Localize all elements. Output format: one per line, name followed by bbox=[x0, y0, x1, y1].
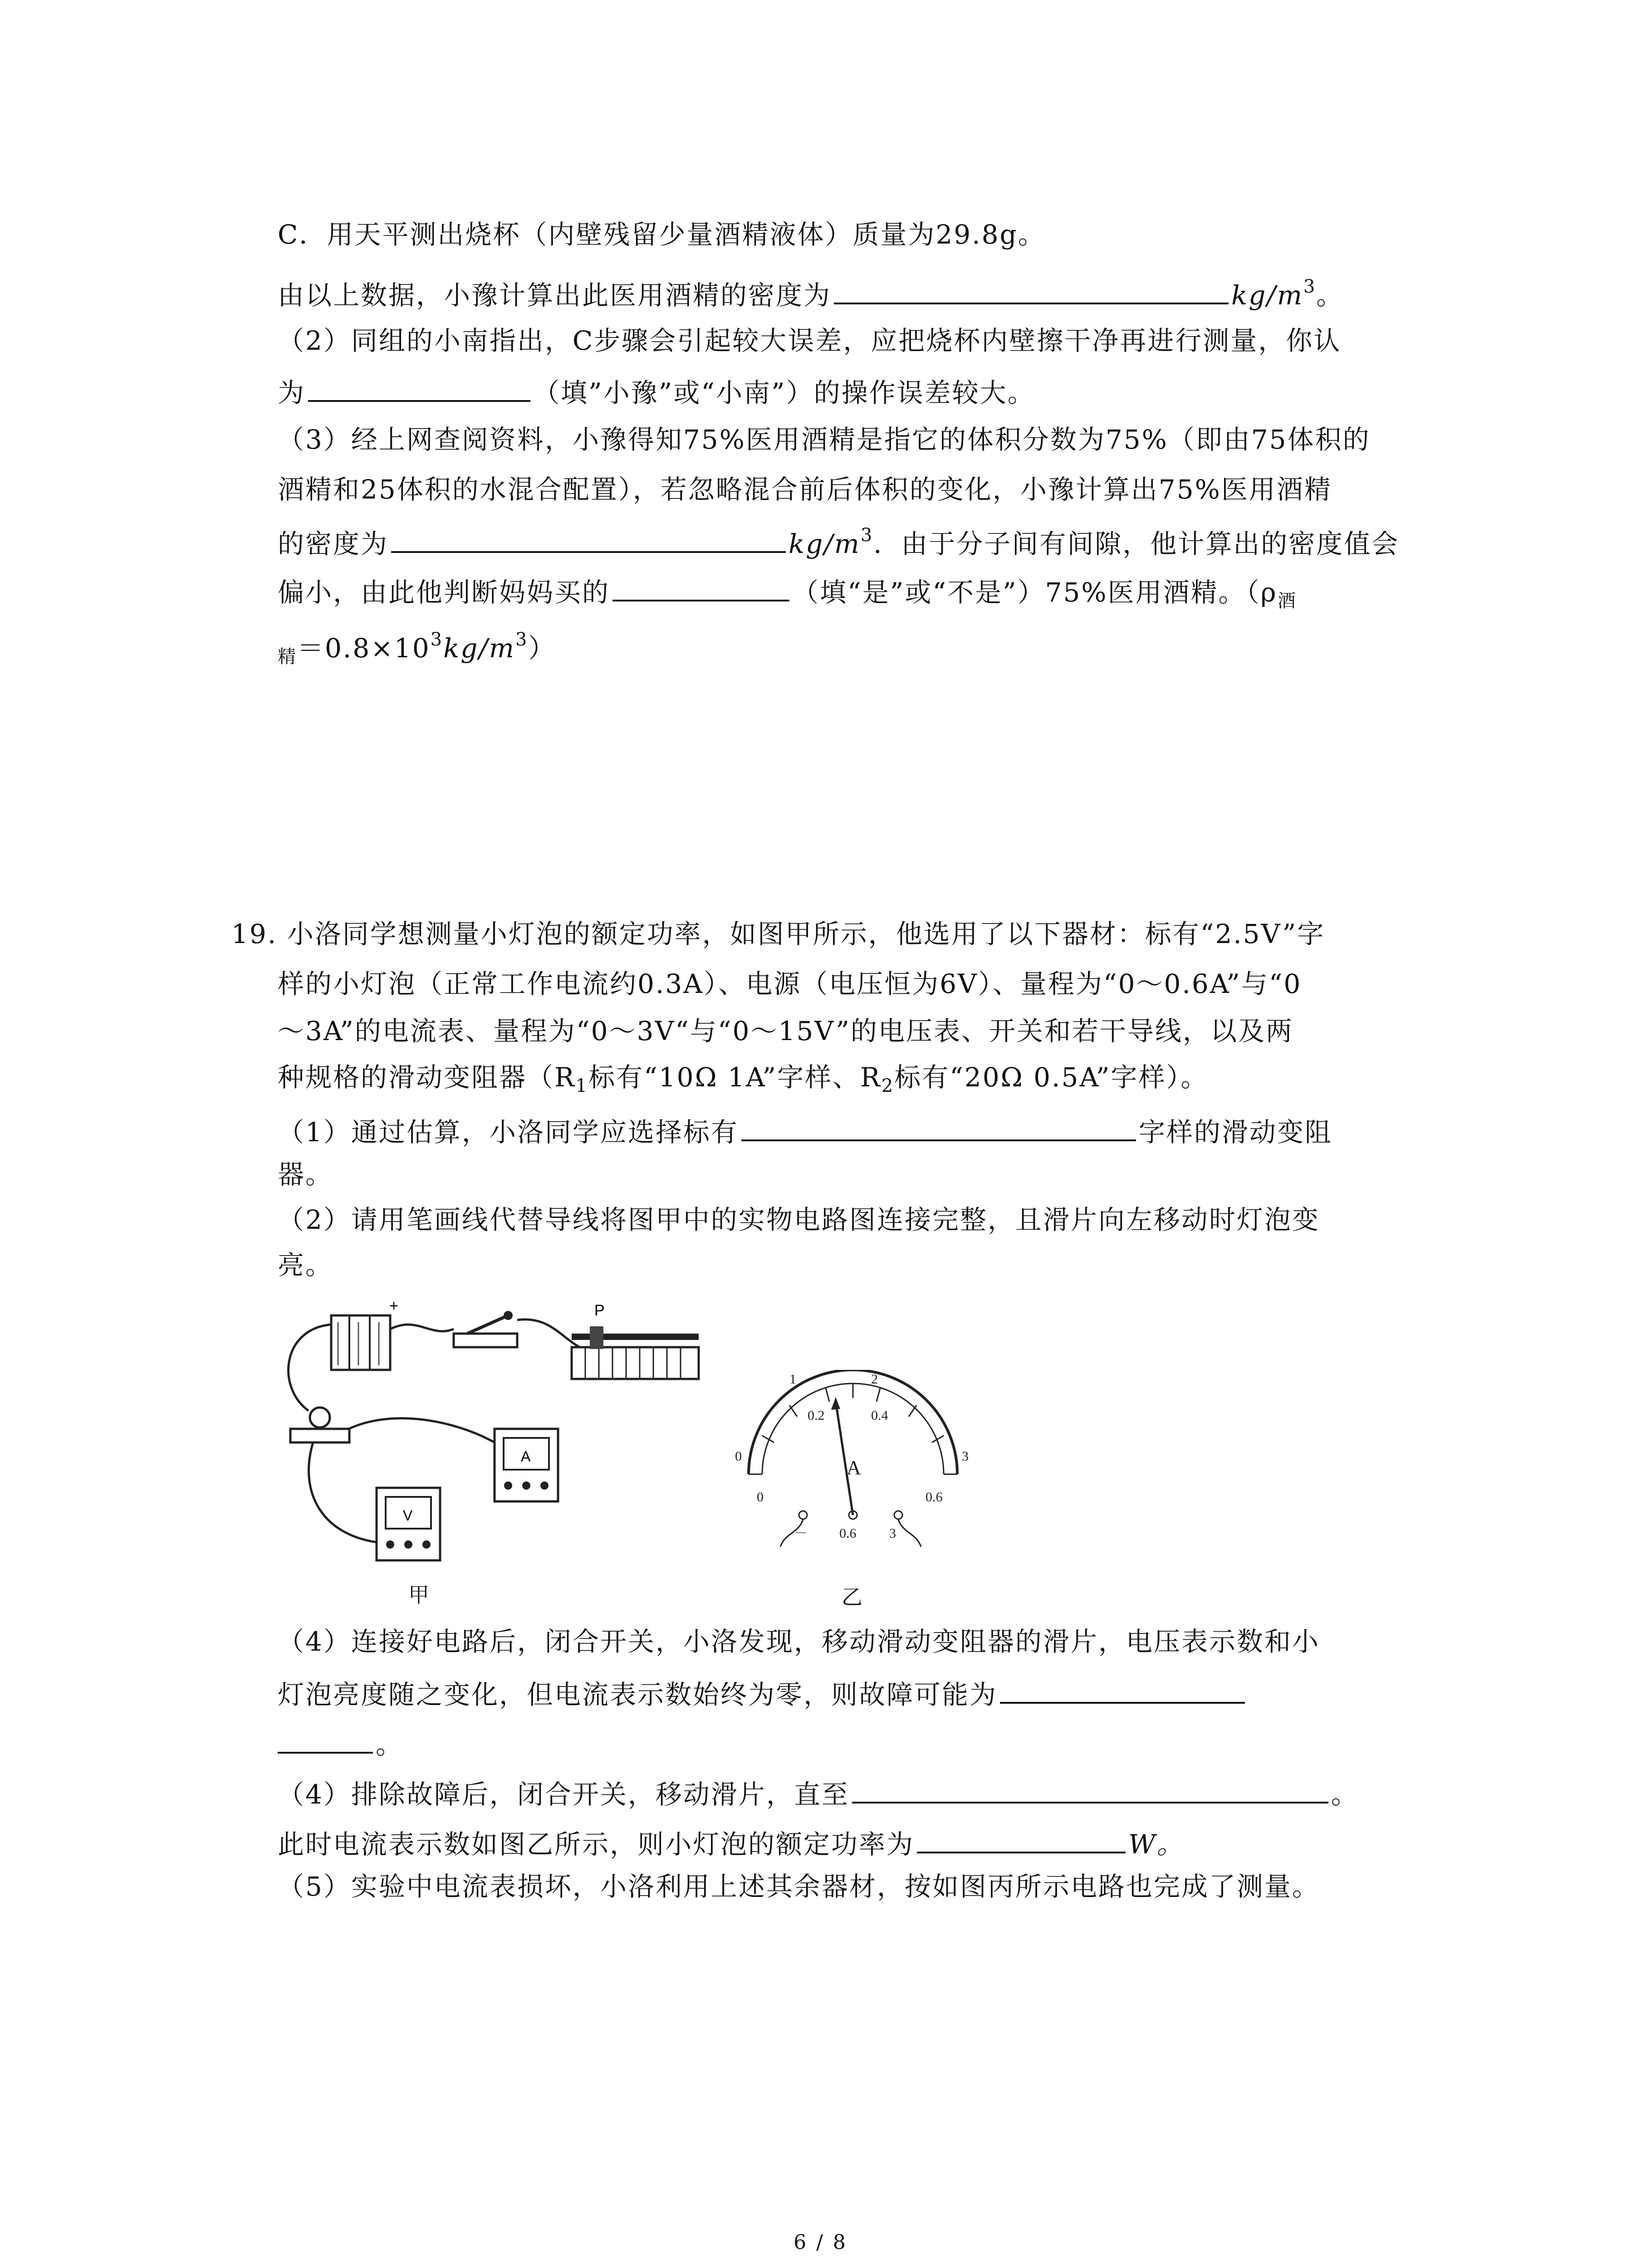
figure-yi-caption: 乙 bbox=[842, 1585, 862, 1609]
q19-p1-line1 bbox=[278, 1116, 1332, 1148]
q19-line1-text: 小洛同学想测量小灯泡的额定功率，如图甲所示，他选用了以下器材：标有“2.5V”字 bbox=[287, 919, 1325, 949]
rho-subscript-2: 精 bbox=[278, 646, 297, 667]
q19-line4a: 种规格的滑动变阻器（R bbox=[278, 1062, 576, 1093]
q19-p1-line2 bbox=[278, 1161, 333, 1188]
q2-line2 bbox=[278, 376, 1035, 406]
dial-letter: A bbox=[847, 1457, 861, 1479]
q19-p1-suffix: 字样的滑动变阻 bbox=[1138, 1117, 1332, 1148]
bottom-scale-3: 0.6 bbox=[926, 1490, 943, 1505]
q3-line4-suffix: （填“是”或“不是”）75%医用酒精。（ρ bbox=[792, 577, 1278, 608]
ammeter-letter: A bbox=[521, 1448, 531, 1465]
slider-condition-blank[interactable] bbox=[852, 1778, 1328, 1804]
q19-line2-text: 样的小灯泡（正常工作电流约0.3A）、电源（电压恒为6V）、量程为“0～0.6A”与“0 bbox=[278, 968, 1302, 999]
fault-answer-blank-cont[interactable] bbox=[278, 1728, 373, 1754]
q3-line4-prefix: 偏小，由此他判断妈妈买的 bbox=[278, 577, 610, 608]
end-mark: 。 bbox=[1316, 280, 1344, 311]
q19-p5-text: （5）实验中电流表损坏，小洛利用上述其余器材，按如图丙所示电路也完成了测量。 bbox=[278, 1871, 1320, 1902]
rho-end: ） bbox=[528, 633, 556, 664]
rho-unit-exp: 3 bbox=[515, 629, 529, 650]
q19-line2 bbox=[278, 968, 1302, 999]
top-scale-0: 0 bbox=[735, 1449, 742, 1464]
q19-line4 bbox=[278, 1064, 1208, 1095]
terminal-3: 3 bbox=[889, 1526, 896, 1541]
q19-p4b-end: 。 bbox=[1331, 1779, 1359, 1810]
q3-line4 bbox=[278, 576, 1297, 610]
q3-judgement-blank[interactable] bbox=[612, 576, 789, 601]
wire bbox=[390, 1325, 454, 1331]
lamp-icon bbox=[290, 1408, 349, 1442]
rho-value: ＝0.8×10 bbox=[297, 633, 431, 664]
q3-line1-text: （3）经上网查阅资料，小豫得知75%医用酒精是指它的体积分数为75%（即由75体积的 bbox=[278, 424, 1371, 455]
voltmeter-icon bbox=[377, 1488, 440, 1560]
wire bbox=[309, 1442, 377, 1542]
circuit-figure-jia bbox=[281, 1297, 726, 1579]
rho-exponent: 3 bbox=[430, 629, 444, 650]
density-answer-blank[interactable] bbox=[834, 279, 1229, 304]
q3-line3-prefix: 的密度为 bbox=[278, 528, 389, 559]
slider-p-label: P bbox=[594, 1302, 605, 1319]
bottom-scale-2: 0.4 bbox=[871, 1408, 888, 1423]
wire bbox=[340, 1418, 495, 1442]
q19-line3 bbox=[278, 1018, 1293, 1044]
unit-text: kg/m bbox=[1231, 280, 1303, 311]
q19-line1 bbox=[231, 921, 1325, 947]
q19-p4b-prefix: （4）排除故障后，闭合开关，移动滑片，直至 bbox=[278, 1779, 849, 1810]
q19-p4b-line2 bbox=[278, 1828, 1185, 1860]
terminal-06: 0.6 bbox=[839, 1526, 857, 1541]
q3-unit: kg/m bbox=[789, 528, 861, 559]
q19-p2-line1 bbox=[278, 1204, 1320, 1235]
q3-line2 bbox=[278, 476, 1332, 503]
r2-subscript: 2 bbox=[881, 1075, 895, 1096]
top-scale-3: 3 bbox=[962, 1449, 969, 1464]
step-c: C．用天平测出烧杯（内壁残留少量酒精液体）质量为29.8g。 bbox=[278, 219, 1046, 250]
q3-line3-suffix: ．由于分子间有间隙，他计算出的密度值会 bbox=[873, 528, 1400, 559]
top-scale-1: 1 bbox=[789, 1372, 796, 1387]
rho-subscript-1: 酒 bbox=[1277, 591, 1297, 611]
q19-p1-prefix: （1）通过估算，小洛同学应选择标有 bbox=[278, 1117, 739, 1148]
r1-subscript: 1 bbox=[575, 1075, 589, 1096]
page-number: 6 / 8 bbox=[794, 2231, 847, 2254]
bottom-scale-1: 0.2 bbox=[808, 1408, 825, 1423]
q3-density-blank[interactable] bbox=[391, 528, 786, 553]
figure-jia-caption: 甲 bbox=[408, 1583, 429, 1607]
q19-p4a-line3 bbox=[278, 1728, 403, 1758]
q3-unit-exp: 3 bbox=[860, 525, 874, 546]
wire bbox=[289, 1325, 331, 1411]
q19-number: 19. bbox=[231, 919, 278, 949]
ammeter-icon bbox=[495, 1429, 558, 1501]
q19-p4a-line1-text: （4）连接好电路后，闭合开关，小洛发现，移动滑动变阻器的滑片，电压表示数和小 bbox=[278, 1626, 1320, 1657]
q19-p4a-line2-text: 灯泡亮度随之变化，但电流表示数始终为零，则故障可能为 bbox=[278, 1679, 998, 1710]
q19-p4a-line1 bbox=[278, 1628, 1320, 1655]
q2-answer-blank[interactable] bbox=[308, 376, 530, 402]
q2-line2-suffix: （填”小豫”或“小南”）的操作误差较大。 bbox=[533, 377, 1035, 408]
rho-unit: kg/m bbox=[443, 633, 515, 664]
q3-line5 bbox=[278, 631, 556, 666]
battery-icon bbox=[331, 1297, 398, 1370]
power-unit: W。 bbox=[1128, 1829, 1185, 1860]
terminal-neg: － bbox=[794, 1526, 808, 1541]
q19-p4a-line2 bbox=[278, 1678, 1248, 1708]
q19-line4c: 标有“20Ω 0.5A”字样）。 bbox=[894, 1062, 1209, 1093]
switch-icon bbox=[454, 1311, 517, 1347]
q3-line1 bbox=[278, 426, 1371, 453]
q19-p4b-line1 bbox=[278, 1778, 1359, 1808]
density-prompt: 由以上数据，小豫计算出此医用酒精的密度为 bbox=[278, 280, 832, 311]
fault-end-mark: 。 bbox=[376, 1729, 404, 1760]
fault-answer-blank[interactable] bbox=[1000, 1678, 1245, 1704]
density-result-line bbox=[278, 276, 1344, 311]
q19-p1-blank[interactable] bbox=[741, 1116, 1136, 1141]
q19-p2-line2 bbox=[278, 1250, 333, 1281]
q2-line1 bbox=[278, 327, 1341, 354]
q19-p4b-line2-prefix: 此时电流表示数如图乙所示，则小灯泡的额定功率为 bbox=[278, 1829, 915, 1860]
ammeter-dial-figure-yi bbox=[717, 1370, 989, 1569]
top-scale-2: 2 bbox=[871, 1372, 878, 1387]
voltmeter-letter: V bbox=[403, 1507, 413, 1524]
q19-p2-line1-text: （2）请用笔画线代替导线将图甲中的实物电路图连接完整，且滑片向左移动时灯泡变 bbox=[278, 1204, 1320, 1235]
q3-line2-text: 酒精和25体积的水混合配置），若忽略混合前后体积的变化，小豫计算出75%医用酒精 bbox=[278, 474, 1332, 505]
q19-p1-line2-text: 器。 bbox=[278, 1159, 333, 1190]
q19-line3-text: ～3A”的电流表、量程为“0～3V“与“0～15V”的电压表、开关和若干导线，以及两 bbox=[278, 1016, 1293, 1046]
rheostat-icon bbox=[572, 1302, 699, 1379]
q3-line3 bbox=[278, 526, 1399, 557]
bottom-scale-0: 0 bbox=[757, 1490, 764, 1505]
q19-line4b: 标有“10Ω 1A”字样、R bbox=[588, 1062, 882, 1093]
q19-p5-line bbox=[278, 1873, 1320, 1900]
step-c-text bbox=[278, 221, 1046, 248]
q2-line2-prefix: 为 bbox=[278, 377, 306, 408]
q19-p2-line2-text: 亮。 bbox=[278, 1250, 333, 1281]
unit-exponent: 3 bbox=[1303, 276, 1317, 297]
rated-power-blank[interactable] bbox=[917, 1828, 1126, 1853]
q2-line1-text: （2）同组的小南指出，C步骤会引起较大误差，应把烧杯内壁擦干净再进行测量，你认 bbox=[278, 325, 1342, 356]
battery-plus-label: + bbox=[389, 1297, 398, 1315]
